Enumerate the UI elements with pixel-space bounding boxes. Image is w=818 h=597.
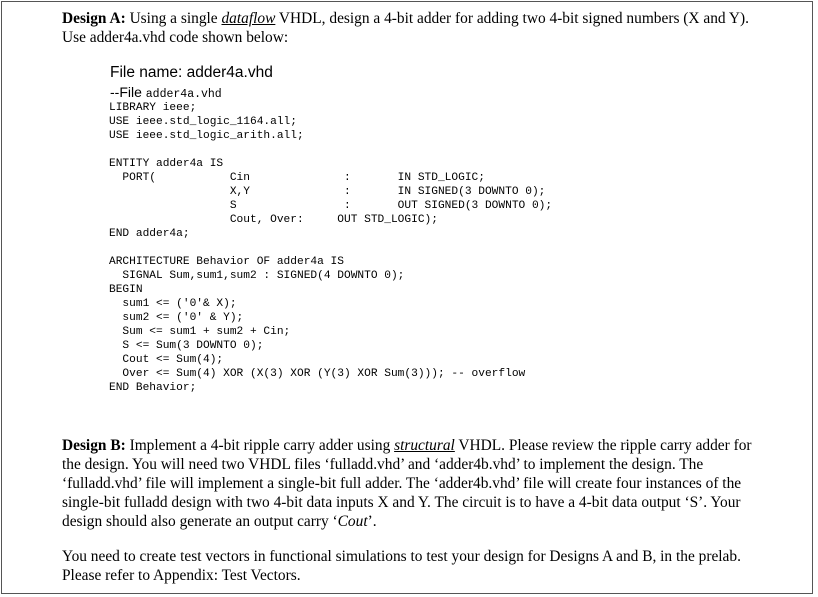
code-line: ENTITY adder4a IS	[109, 158, 224, 170]
design-a-paragraph	[62, 9, 762, 47]
design-a-text-1: Using a single	[125, 10, 222, 27]
code-line: S : OUT SIGNED(3 DOWNTO 0);	[109, 200, 553, 212]
cout-emphasis: Cout	[337, 513, 368, 530]
code-line	[109, 143, 552, 157]
code-line: USE ieee.std_logic_1164.all;	[109, 116, 297, 128]
code-comment-file: adder4a.vhd	[145, 88, 222, 101]
dataflow-emphasis: dataflow	[221, 10, 276, 27]
code-line: LIBRARY ieee;	[109, 102, 197, 114]
code-line: Sum <= sum1 + sum2 + Cin;	[109, 326, 291, 338]
code-comment-line	[110, 84, 222, 101]
design-b-label: Design B:	[62, 437, 126, 454]
structural-emphasis: structural	[394, 437, 455, 454]
code-line: Over <= Sum(4) XOR (X(3) XOR (Y(3) XOR Sum(3))); -- overflow	[109, 368, 526, 380]
design-b-text-1: Implement a 4-bit ripple carry adder using	[125, 437, 395, 454]
vhdl-code-block	[109, 101, 552, 395]
code-line	[109, 241, 552, 255]
code-line: BEGIN	[109, 284, 143, 296]
code-line: sum1 <= ('0'& X);	[109, 298, 237, 310]
code-line: ARCHITECTURE Behavior OF adder4a IS	[109, 256, 344, 268]
code-line: X,Y : IN SIGNED(3 DOWNTO 0);	[109, 186, 546, 198]
design-b-paragraph	[62, 436, 762, 531]
code-filename: File name: adder4a.vhd	[110, 64, 273, 81]
code-line: sum2 <= ('0' & Y);	[109, 312, 244, 324]
document-page	[1, 1, 813, 594]
code-line: S <= Sum(3 DOWNTO 0);	[109, 340, 264, 352]
code-line: END adder4a;	[109, 228, 190, 240]
test-vectors-paragraph: You need to create test vectors in functional simulations to test your design for Designs A and B, in the prelab. Please refer to Appendix: Test Vectors.	[62, 548, 741, 584]
code-comment-prefix: --File	[110, 84, 146, 100]
design-b-text-3: ’.	[367, 513, 377, 530]
code-line: END Behavior;	[109, 382, 197, 394]
code-line: PORT( Cin : IN STD_LOGIC;	[109, 172, 485, 184]
design-b-text-2: VHDL. Please review the ripple carry adder for the design. You will need two VHDL files ‘fulladd.vhd’ and ‘adder4b.vhd’ to implement the design. The ‘fulladd.vhd’ file will implement a single-bit full adder. The ‘adder4b.vhd’ file will create four instances of the single-bit fulladd design with two 4-bit data inputs X and Y. The circuit is to have a 4-bit data output ‘S’. Your design should also generate an output carry ‘	[62, 437, 752, 530]
code-line: USE ieee.std_logic_arith.all;	[109, 130, 304, 142]
code-line: SIGNAL Sum,sum1,sum2 : SIGNED(4 DOWNTO 0);	[109, 270, 405, 282]
design-a-text-2: VHDL, design a 4-bit adder for adding two 4-bit signed numbers (X and Y). Use adder4a.vhd code shown below:	[62, 10, 749, 46]
code-line: Cout, Over: OUT STD_LOGIC);	[109, 214, 438, 226]
design-a-label: Design A:	[62, 10, 126, 27]
code-line: Cout <= Sum(4);	[109, 354, 224, 366]
